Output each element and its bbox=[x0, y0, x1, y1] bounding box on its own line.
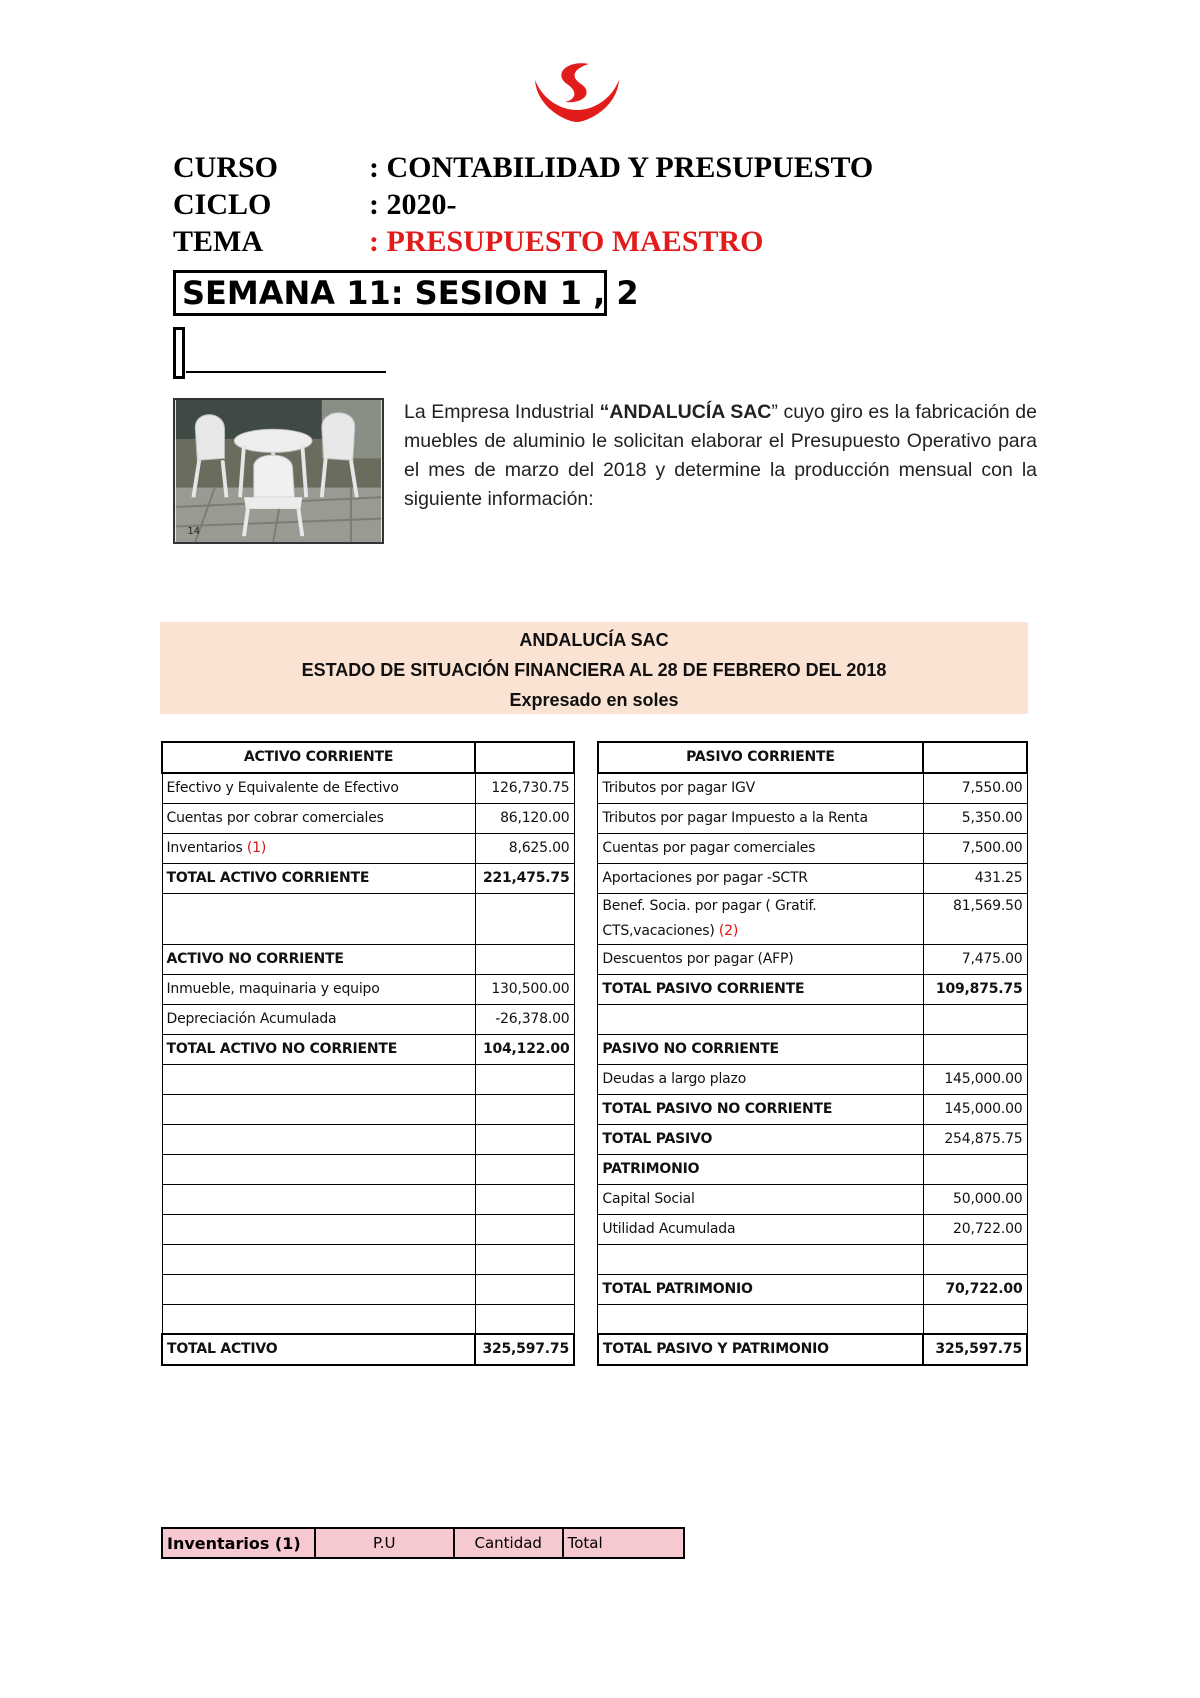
left-value bbox=[475, 804, 574, 834]
right-label-text: Descuentos por pagar (AFP) bbox=[602, 951, 794, 967]
intro-company: “ANDALUCÍA SAC bbox=[599, 401, 772, 423]
right-label-text: TOTAL PATRIMONIO bbox=[602, 1281, 753, 1297]
right-value bbox=[923, 1245, 1027, 1275]
right-header-value bbox=[923, 742, 1027, 773]
gap-cell bbox=[574, 1095, 598, 1125]
left-value-text: 8,625.00 bbox=[508, 840, 570, 856]
table-row bbox=[162, 975, 1027, 1005]
left-label bbox=[162, 1095, 475, 1125]
gap-cell bbox=[574, 864, 598, 894]
left-label bbox=[162, 834, 475, 864]
cycle-line bbox=[173, 187, 456, 223]
course-line bbox=[173, 150, 873, 186]
right-label bbox=[598, 975, 923, 1005]
table-row bbox=[162, 1035, 1027, 1065]
left-label-text: Depreciación Acumulada bbox=[166, 1011, 337, 1027]
right-value bbox=[923, 1215, 1027, 1245]
right-label bbox=[598, 864, 923, 894]
right-value bbox=[923, 1035, 1027, 1065]
gap-cell bbox=[574, 1185, 598, 1215]
table-row bbox=[162, 834, 1027, 864]
balance-sheet-table bbox=[161, 741, 1028, 1366]
left-label-text: TOTAL ACTIVO NO CORRIENTE bbox=[166, 1041, 398, 1057]
gap-cell bbox=[574, 1005, 598, 1035]
course-label: CURSO bbox=[173, 151, 279, 184]
table-row bbox=[162, 804, 1027, 834]
right-value-text: 70,722.00 bbox=[945, 1281, 1023, 1297]
right-value bbox=[923, 1275, 1027, 1305]
total-assets-value: 325,597.75 bbox=[475, 1334, 574, 1365]
left-label-text: Cuentas por cobrar comerciales bbox=[166, 810, 384, 826]
gap-cell bbox=[574, 1065, 598, 1095]
table-row bbox=[162, 1245, 1027, 1275]
right-label-text: Tributos por pagar IGV bbox=[602, 780, 756, 796]
gap-cell bbox=[574, 1215, 598, 1245]
right-value bbox=[923, 1185, 1027, 1215]
right-value-text: 145,000.00 bbox=[944, 1071, 1023, 1087]
gap-cell bbox=[574, 834, 598, 864]
right-value bbox=[923, 804, 1027, 834]
week-session-box: SEMANA 11: SESION 1 , 2 bbox=[173, 270, 607, 316]
left-header-value bbox=[475, 742, 574, 773]
footnote-ref: (1) bbox=[246, 840, 267, 856]
gap-cell bbox=[574, 1275, 598, 1305]
left-value-text: 104,122.00 bbox=[482, 1041, 570, 1057]
left-value bbox=[475, 945, 574, 975]
left-label-text: Efectivo y Equivalente de Efectivo bbox=[166, 780, 399, 796]
left-label bbox=[162, 1215, 475, 1245]
right-label-text: Benef. Socia. por pagar ( Gratif. CTS,vacaciones) bbox=[602, 898, 817, 939]
table-row bbox=[162, 1215, 1027, 1245]
right-label-text: PATRIMONIO bbox=[602, 1161, 700, 1177]
footnote-ref: (2) bbox=[718, 923, 739, 939]
right-value bbox=[923, 864, 1027, 894]
right-value bbox=[923, 1095, 1027, 1125]
inventory-header-row bbox=[162, 1528, 684, 1558]
table-row bbox=[162, 1065, 1027, 1095]
intro-before: La Empresa Industrial bbox=[404, 401, 600, 423]
left-label bbox=[162, 894, 475, 945]
right-value-text: 254,875.75 bbox=[944, 1131, 1023, 1147]
left-label bbox=[162, 804, 475, 834]
left-value bbox=[475, 894, 574, 945]
right-value bbox=[923, 1125, 1027, 1155]
left-label bbox=[162, 1005, 475, 1035]
right-label bbox=[598, 773, 923, 804]
right-value-text: 109,875.75 bbox=[935, 981, 1023, 997]
gap-cell bbox=[574, 975, 598, 1005]
left-value bbox=[475, 773, 574, 804]
right-label bbox=[598, 1275, 923, 1305]
gap-cell bbox=[574, 1334, 598, 1365]
right-label bbox=[598, 1125, 923, 1155]
gap-cell bbox=[574, 773, 598, 804]
left-value-text: 126,730.75 bbox=[491, 780, 570, 796]
furniture-photo bbox=[173, 398, 384, 544]
right-label bbox=[598, 1215, 923, 1245]
statement-company: ANDALUCÍA SAC bbox=[519, 630, 669, 650]
left-value-text: 86,120.00 bbox=[500, 810, 570, 826]
right-value-text: 81,569.50 bbox=[953, 898, 1023, 914]
statement-title bbox=[160, 622, 1028, 714]
right-value-text: 5,350.00 bbox=[961, 810, 1023, 826]
gap-cell bbox=[574, 1125, 598, 1155]
right-label bbox=[598, 1095, 923, 1125]
right-value-text: 145,000.00 bbox=[944, 1101, 1023, 1117]
cycle-value: : 2020- bbox=[369, 188, 457, 221]
right-value bbox=[923, 945, 1027, 975]
total-assets-label: TOTAL ACTIVO bbox=[162, 1334, 475, 1365]
left-value bbox=[475, 1005, 574, 1035]
left-label bbox=[162, 1125, 475, 1155]
right-value-text: 7,500.00 bbox=[961, 840, 1023, 856]
gap-cell bbox=[574, 804, 598, 834]
right-value-text: 7,550.00 bbox=[961, 780, 1023, 796]
table-row bbox=[162, 1095, 1027, 1125]
left-value bbox=[475, 1155, 574, 1185]
intro-paragraph bbox=[404, 398, 1037, 514]
right-value-text: 431.25 bbox=[974, 870, 1023, 886]
left-value bbox=[475, 864, 574, 894]
left-label bbox=[162, 864, 475, 894]
right-header: PASIVO CORRIENTE bbox=[598, 742, 923, 773]
right-value-text: 20,722.00 bbox=[953, 1221, 1023, 1237]
inventory-label: Inventarios (1) bbox=[162, 1528, 315, 1558]
right-label-text: TOTAL PASIVO bbox=[602, 1131, 713, 1147]
photo-caption: 14 bbox=[187, 526, 200, 538]
right-label bbox=[598, 1035, 923, 1065]
left-value-text: -26,378.00 bbox=[495, 1011, 570, 1027]
left-label-text: ACTIVO NO CORRIENTE bbox=[166, 951, 344, 967]
text-cursor-box bbox=[173, 327, 185, 379]
left-value bbox=[475, 975, 574, 1005]
left-label bbox=[162, 975, 475, 1005]
right-value-text: 7,475.00 bbox=[961, 951, 1023, 967]
table-row bbox=[162, 894, 1027, 945]
right-label-text: Aportaciones por pagar -SCTR bbox=[602, 870, 808, 886]
table-row bbox=[162, 773, 1027, 804]
table-row bbox=[162, 1125, 1027, 1155]
table-row bbox=[162, 1275, 1027, 1305]
left-label-text: TOTAL ACTIVO CORRIENTE bbox=[166, 870, 370, 886]
left-value bbox=[475, 1245, 574, 1275]
right-value bbox=[923, 894, 1027, 945]
topic-label: TEMA bbox=[173, 225, 263, 258]
right-label-text: TOTAL PASIVO NO CORRIENTE bbox=[602, 1101, 833, 1117]
left-value bbox=[475, 1275, 574, 1305]
total-liabilities-equity-value: 325,597.75 bbox=[923, 1334, 1027, 1365]
left-value-text: 130,500.00 bbox=[491, 981, 570, 997]
right-value-text: 50,000.00 bbox=[953, 1191, 1023, 1207]
right-label-text: TOTAL PASIVO CORRIENTE bbox=[602, 981, 805, 997]
gap-cell bbox=[574, 1245, 598, 1275]
totals-row bbox=[162, 1334, 1027, 1365]
left-label bbox=[162, 1155, 475, 1185]
left-value bbox=[475, 1065, 574, 1095]
left-value bbox=[475, 1095, 574, 1125]
right-label bbox=[598, 834, 923, 864]
right-value bbox=[923, 1005, 1027, 1035]
gap-cell bbox=[574, 742, 598, 773]
table-row bbox=[162, 1185, 1027, 1215]
left-label bbox=[162, 773, 475, 804]
right-label-text: Cuentas por pagar comerciales bbox=[602, 840, 816, 856]
left-header: ACTIVO CORRIENTE bbox=[162, 742, 475, 773]
right-value bbox=[923, 975, 1027, 1005]
left-value bbox=[475, 834, 574, 864]
right-label bbox=[598, 1155, 923, 1185]
table-row bbox=[162, 1005, 1027, 1035]
left-label-text: Inventarios bbox=[166, 840, 243, 856]
left-label bbox=[162, 1065, 475, 1095]
left-value bbox=[475, 1215, 574, 1245]
inventory-table bbox=[161, 1527, 685, 1559]
right-label bbox=[598, 804, 923, 834]
right-label bbox=[598, 945, 923, 975]
right-label bbox=[598, 894, 923, 945]
statement-name: ESTADO DE SITUACIÓN FINANCIERA AL 28 DE FEBRERO DEL 2018 bbox=[301, 660, 887, 680]
gap-cell bbox=[574, 894, 598, 945]
left-label bbox=[162, 1035, 475, 1065]
table-row bbox=[162, 864, 1027, 894]
gap-cell bbox=[574, 1035, 598, 1065]
left-value bbox=[475, 1125, 574, 1155]
right-value bbox=[923, 1065, 1027, 1095]
right-label-text: PASIVO NO CORRIENTE bbox=[602, 1041, 779, 1057]
university-logo bbox=[527, 60, 627, 122]
right-value bbox=[923, 1155, 1027, 1185]
total-liabilities-equity-label: TOTAL PASIVO Y PATRIMONIO bbox=[598, 1334, 923, 1365]
right-label-text: Deudas a largo plazo bbox=[602, 1071, 747, 1087]
left-label bbox=[162, 1245, 475, 1275]
inventory-col-cantidad: Cantidad bbox=[454, 1528, 563, 1558]
right-label bbox=[598, 1245, 923, 1275]
course-value: : CONTABILIDAD Y PRESUPUESTO bbox=[369, 151, 874, 184]
left-label-text: Inmueble, maquinaria y equipo bbox=[166, 981, 380, 997]
right-label bbox=[598, 1185, 923, 1215]
topic-value: : PRESUPUESTO MAESTRO bbox=[369, 225, 764, 258]
right-label-text: Capital Social bbox=[602, 1191, 695, 1207]
right-label bbox=[598, 1005, 923, 1035]
right-value bbox=[923, 773, 1027, 804]
left-value bbox=[475, 1185, 574, 1215]
intro-after: ” cuyo giro es la fabricación de muebles de aluminio le solicitan elaborar el Presupuesto Operativo para el mes de marzo del 2018 y determine la producción mensual con la siguiente información: bbox=[404, 401, 1037, 510]
right-label bbox=[598, 1065, 923, 1095]
table-row bbox=[162, 1155, 1027, 1185]
inventory-col-total: Total bbox=[563, 1528, 684, 1558]
cycle-label: CICLO bbox=[173, 188, 272, 221]
spacer-row bbox=[162, 1305, 1027, 1334]
underline-divider bbox=[186, 371, 386, 373]
right-label-text: Tributos por pagar Impuesto a la Renta bbox=[602, 810, 868, 826]
left-label bbox=[162, 1275, 475, 1305]
left-value-text: 221,475.75 bbox=[482, 870, 570, 886]
topic-line bbox=[173, 224, 764, 260]
left-value bbox=[475, 1035, 574, 1065]
gap-cell bbox=[574, 945, 598, 975]
gap-cell bbox=[574, 1155, 598, 1185]
table-header-row bbox=[162, 742, 1027, 773]
inventory-col-pu: P.U bbox=[315, 1528, 454, 1558]
right-label-text: Utilidad Acumulada bbox=[602, 1221, 736, 1237]
statement-currency: Expresado en soles bbox=[509, 690, 679, 710]
right-value bbox=[923, 834, 1027, 864]
left-label bbox=[162, 945, 475, 975]
table-row bbox=[162, 945, 1027, 975]
left-label bbox=[162, 1185, 475, 1215]
